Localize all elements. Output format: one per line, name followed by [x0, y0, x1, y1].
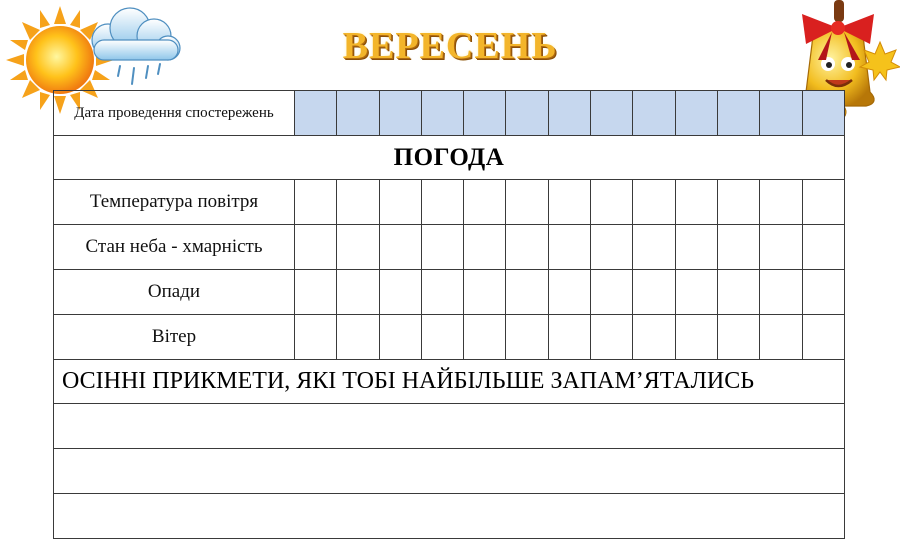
observation-cell[interactable]: [802, 225, 844, 270]
row-label: Стан неба - хмарність: [54, 225, 295, 270]
date-cell[interactable]: [295, 91, 337, 136]
date-cell[interactable]: [337, 91, 379, 136]
observation-cell[interactable]: [379, 225, 421, 270]
observation-cell[interactable]: [464, 270, 506, 315]
row-label: Опади: [54, 270, 295, 315]
observation-cell[interactable]: [506, 315, 548, 360]
observation-cell[interactable]: [591, 225, 633, 270]
date-cell[interactable]: [802, 91, 844, 136]
observation-cell[interactable]: [591, 270, 633, 315]
date-cell[interactable]: [675, 91, 717, 136]
observation-cell[interactable]: [337, 315, 379, 360]
observation-cell[interactable]: [591, 315, 633, 360]
observation-cell[interactable]: [295, 225, 337, 270]
date-cell[interactable]: [548, 91, 590, 136]
date-cell[interactable]: [506, 91, 548, 136]
observation-cell[interactable]: [295, 270, 337, 315]
observation-cell[interactable]: [379, 180, 421, 225]
observation-row: [54, 180, 845, 225]
observation-row: [54, 315, 845, 360]
observation-cell[interactable]: [633, 225, 675, 270]
row-label: Дата проведення спостережень: [54, 91, 295, 136]
observation-table: [53, 90, 845, 539]
observation-cell[interactable]: [675, 270, 717, 315]
row-label: Температура повітря: [54, 180, 295, 225]
observation-cell[interactable]: [464, 225, 506, 270]
observation-cell[interactable]: [760, 225, 802, 270]
observation-cell[interactable]: [295, 315, 337, 360]
observation-cell[interactable]: [717, 270, 759, 315]
weather-section-title: ПОГОДА: [54, 136, 845, 180]
observation-cell[interactable]: [717, 225, 759, 270]
observation-cell[interactable]: [379, 270, 421, 315]
observation-cell[interactable]: [506, 225, 548, 270]
date-cell[interactable]: [464, 91, 506, 136]
observation-cell[interactable]: [717, 315, 759, 360]
observation-cell[interactable]: [548, 270, 590, 315]
observation-cell[interactable]: [591, 180, 633, 225]
observation-cell[interactable]: [760, 270, 802, 315]
observation-cell[interactable]: [421, 180, 463, 225]
observation-cell[interactable]: [802, 270, 844, 315]
observation-cell[interactable]: [506, 270, 548, 315]
signs-write-line[interactable]: [54, 404, 845, 449]
date-cell[interactable]: [633, 91, 675, 136]
observation-cell[interactable]: [548, 315, 590, 360]
observation-row: [54, 225, 845, 270]
observation-cell[interactable]: [337, 180, 379, 225]
observation-cell[interactable]: [421, 270, 463, 315]
signs-write-line[interactable]: [54, 494, 845, 539]
observation-cell[interactable]: [379, 315, 421, 360]
date-row: [54, 91, 845, 136]
observation-cell[interactable]: [675, 225, 717, 270]
observation-cell[interactable]: [337, 225, 379, 270]
observation-cell[interactable]: [717, 180, 759, 225]
observation-cell[interactable]: [760, 315, 802, 360]
signs-write-line[interactable]: [54, 449, 845, 494]
date-cell[interactable]: [717, 91, 759, 136]
observation-cell[interactable]: [548, 225, 590, 270]
observation-cell[interactable]: [675, 315, 717, 360]
observation-cell[interactable]: [421, 315, 463, 360]
observation-cell[interactable]: [802, 315, 844, 360]
observation-cell[interactable]: [464, 315, 506, 360]
observation-cell[interactable]: [633, 315, 675, 360]
date-cell[interactable]: [591, 91, 633, 136]
observation-cell[interactable]: [295, 180, 337, 225]
observation-cell[interactable]: [633, 180, 675, 225]
observation-cell[interactable]: [421, 225, 463, 270]
date-cell[interactable]: [421, 91, 463, 136]
observation-row: [54, 270, 845, 315]
observation-cell[interactable]: [760, 180, 802, 225]
observation-cell[interactable]: [506, 180, 548, 225]
observation-cell[interactable]: [802, 180, 844, 225]
page-title: ВЕРЕСЕНЬ: [342, 25, 558, 67]
date-cell[interactable]: [760, 91, 802, 136]
observation-cell[interactable]: [633, 270, 675, 315]
observation-cell[interactable]: [337, 270, 379, 315]
observation-cell[interactable]: [464, 180, 506, 225]
row-label: Вітер: [54, 315, 295, 360]
signs-section-title: ОСІННІ ПРИКМЕТИ, ЯКІ ТОБІ НАЙБІЛЬШЕ ЗАПАМ’ЯТАЛИСЬ: [54, 360, 845, 404]
observation-cell[interactable]: [675, 180, 717, 225]
observation-cell[interactable]: [548, 180, 590, 225]
date-cell[interactable]: [379, 91, 421, 136]
